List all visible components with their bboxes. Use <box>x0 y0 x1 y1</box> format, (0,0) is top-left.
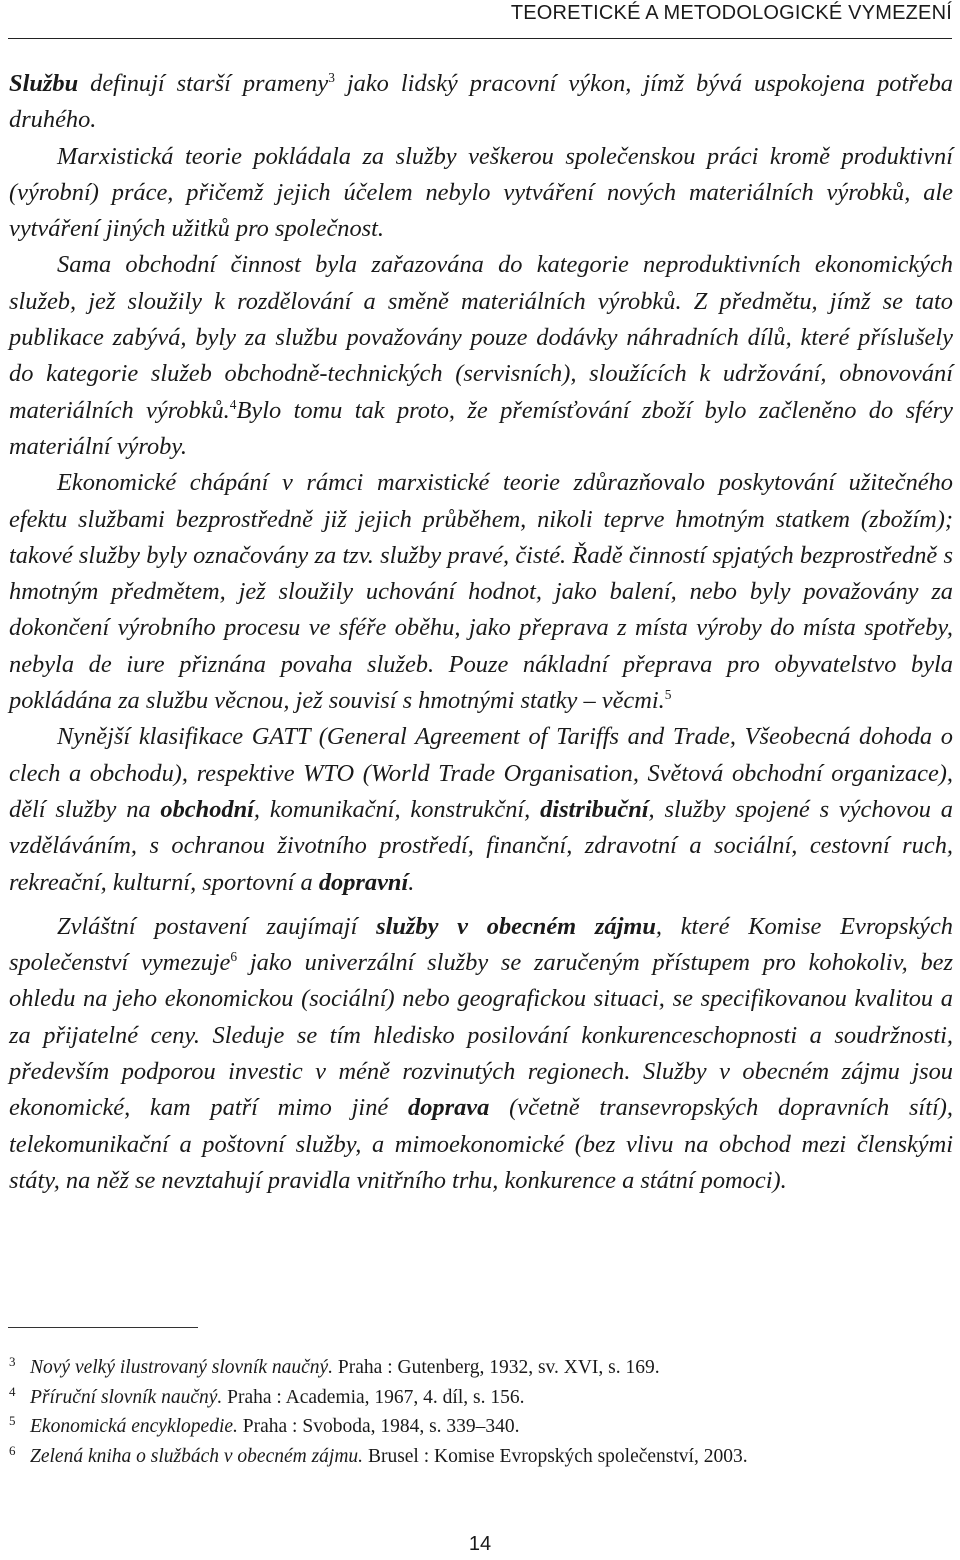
paragraph-text: jako lidský pracovní výkon, jímž bývá uspokojena potřeba druhého. <box>9 70 953 134</box>
term-services-general-interest: služby v obecném zájmu <box>376 912 656 940</box>
paragraph-text: , služby spojené s výchovou a vzděláváním, s ochranou životního prostředí, finanční, zdravotní a sociální, cestovní ruch, rekreační, kulturní, sportovní a <box>9 795 953 896</box>
footnote-text <box>30 1442 953 1472</box>
footnote-ref-6[interactable]: 6 <box>230 949 238 964</box>
footnote-ref-3[interactable]: 3 <box>328 69 335 85</box>
footnote-text <box>30 1383 953 1413</box>
term-service: Službu <box>9 70 79 97</box>
term-transport: dopravní <box>318 868 409 896</box>
paragraph-text: definují starší prameny <box>78 70 329 97</box>
term-distribution: distribuční <box>540 795 649 823</box>
footnote-3 <box>9 1353 953 1383</box>
footnote-4 <box>9 1383 953 1413</box>
footnote-number: 5 <box>9 1413 16 1428</box>
footnotes <box>9 1353 953 1471</box>
paragraph-text: Marxistická teorie pokládala za služby veškerou společenskou práci kromě produktivní (výrobní) práce, přičemž jejich účelem nebylo vytváření nových materiálních výrobků, ale vytváření jiných užitků pro společnost. <box>9 142 953 243</box>
footnote-title: Příruční slovník naučný. <box>30 1386 223 1408</box>
paragraph-gatt-classification <box>9 719 953 900</box>
paragraph-economic-understanding <box>9 465 953 719</box>
term-trade: obchodní <box>160 795 254 823</box>
paragraph-text: (včetně transevropských dopravních sítí), telekomunikační a poštovní služby, a mimoekonomické (bez vlivu na obchod mezi členskými státy, na něž se nevztahují pravidla vnitřního trhu, konkurence a státní pomoci). <box>9 1094 953 1194</box>
paragraph-trade-activity <box>9 247 953 465</box>
paragraph-text: Bylo tomu tak proto, že přemísťování zboží bylo začleněno do sféry materiální výroby. <box>9 396 953 460</box>
footnote-text <box>30 1412 953 1442</box>
header-rule <box>8 38 952 39</box>
footnote-rule <box>8 1327 198 1328</box>
footnote-text <box>30 1353 953 1383</box>
footnote-title: Zelená kniha o službách v obecném zájmu. <box>30 1445 364 1467</box>
paragraph-marxist-theory <box>9 139 953 248</box>
paragraph-text: jako univerzální služby se zaručeným přístupem pro kohokoliv, bez ohledu na jeho ekonomickou (sociální) nebo geografickou situaci, se specifikovanou kvalitou a za přijatelné ceny. Sleduje se tím hledisko posilování konkurenceschopnosti a soudržnosti, především podporou investic v méně rozvinutých regionech. Služby v obecném zájmu jsou ekonomické, kam patří mimo jiné <box>9 949 953 1122</box>
body-text <box>9 66 953 1199</box>
footnote-number: 3 <box>9 1354 16 1369</box>
footnote-ref-5[interactable]: 5 <box>664 686 672 702</box>
paragraph-text: Zvláštní postavení zaujímají <box>57 912 377 940</box>
footnote-details: Brusel : Komise Evropských společenství, 2003. <box>363 1445 748 1467</box>
paragraph-text: . <box>408 868 415 896</box>
paragraph-text: , které Komise Evropských společenství vymezuje <box>9 912 953 977</box>
paragraph-text: Sama obchodní činnost byla zařazována do kategorie neproduktivních ekonomických služeb, jež sloužily k rozdělování a směně materiálních výrobků. Z předmětu, jímž se tato publikace zabývá, byly za službu považovány pouze dodávky náhradních dílů, které příslušely do kategorie služeb obchodně-technických (servisních), sloužících k udržování, obnovování materiálních výrobků. <box>9 251 953 424</box>
paragraph-service-definition <box>9 66 953 139</box>
footnote-details: Praha : Gutenberg, 1932, sv. XVI, s. 169. <box>333 1357 660 1378</box>
paragraph-text: Nynější klasifikace GATT (General Agreement of Tariffs and Trade, Všeobecná dohoda o clech a obchodu), respektive WTO (World Trade Organisation, Světová obchodní organizace), dělí služby na <box>9 723 953 823</box>
running-header: TEORETICKÉ A METODOLOGICKÉ VYMEZENÍ <box>510 2 952 24</box>
paragraph-text: Ekonomické chápání v rámci marxistické teorie zdůrazňovalo poskytování užitečného efektu službami bezprostředně již jejich průběhem, nikoli teprve hmotným statkem (zbožím); takové služby byly označovány za tzv. služby pravé, čisté. Řadě činností spjatých bezprostředně s hmotným předmětem, jež sloužily uchování hodnot, jako balení, nebo byly považovány za dokončení výrobního procesu ve sféře oběhu, jako přeprava z místa výroby do místa spotřeby, nebyla de iure přiznána povaha služeb. Pouze nákladní přeprava pro obyvatelstvo byla pokládána za službu věcnou, jež souvisí s hmotnými statky – věcmi. <box>9 469 953 715</box>
footnote-number: 6 <box>9 1442 16 1458</box>
paragraph-text: , komunikační, konstrukční, <box>253 795 541 823</box>
footnote-number: 4 <box>9 1383 16 1399</box>
footnote-ref-4[interactable]: 4 <box>229 396 237 412</box>
term-transport-service: doprava <box>408 1094 490 1122</box>
footnote-5 <box>9 1412 953 1442</box>
footnote-title: Nový velký ilustrovaný slovník naučný. <box>30 1357 334 1378</box>
footnote-6 <box>9 1442 953 1472</box>
page-number: 14 <box>468 1533 492 1555</box>
footnote-details: Praha : Svoboda, 1984, s. 339–340. <box>237 1416 520 1437</box>
paragraph-public-interest-services <box>9 909 953 1199</box>
footnote-title: Ekonomická encyklopedie. <box>30 1416 238 1437</box>
footnote-details: Praha : Academia, 1967, 4. díl, s. 156. <box>222 1386 525 1408</box>
